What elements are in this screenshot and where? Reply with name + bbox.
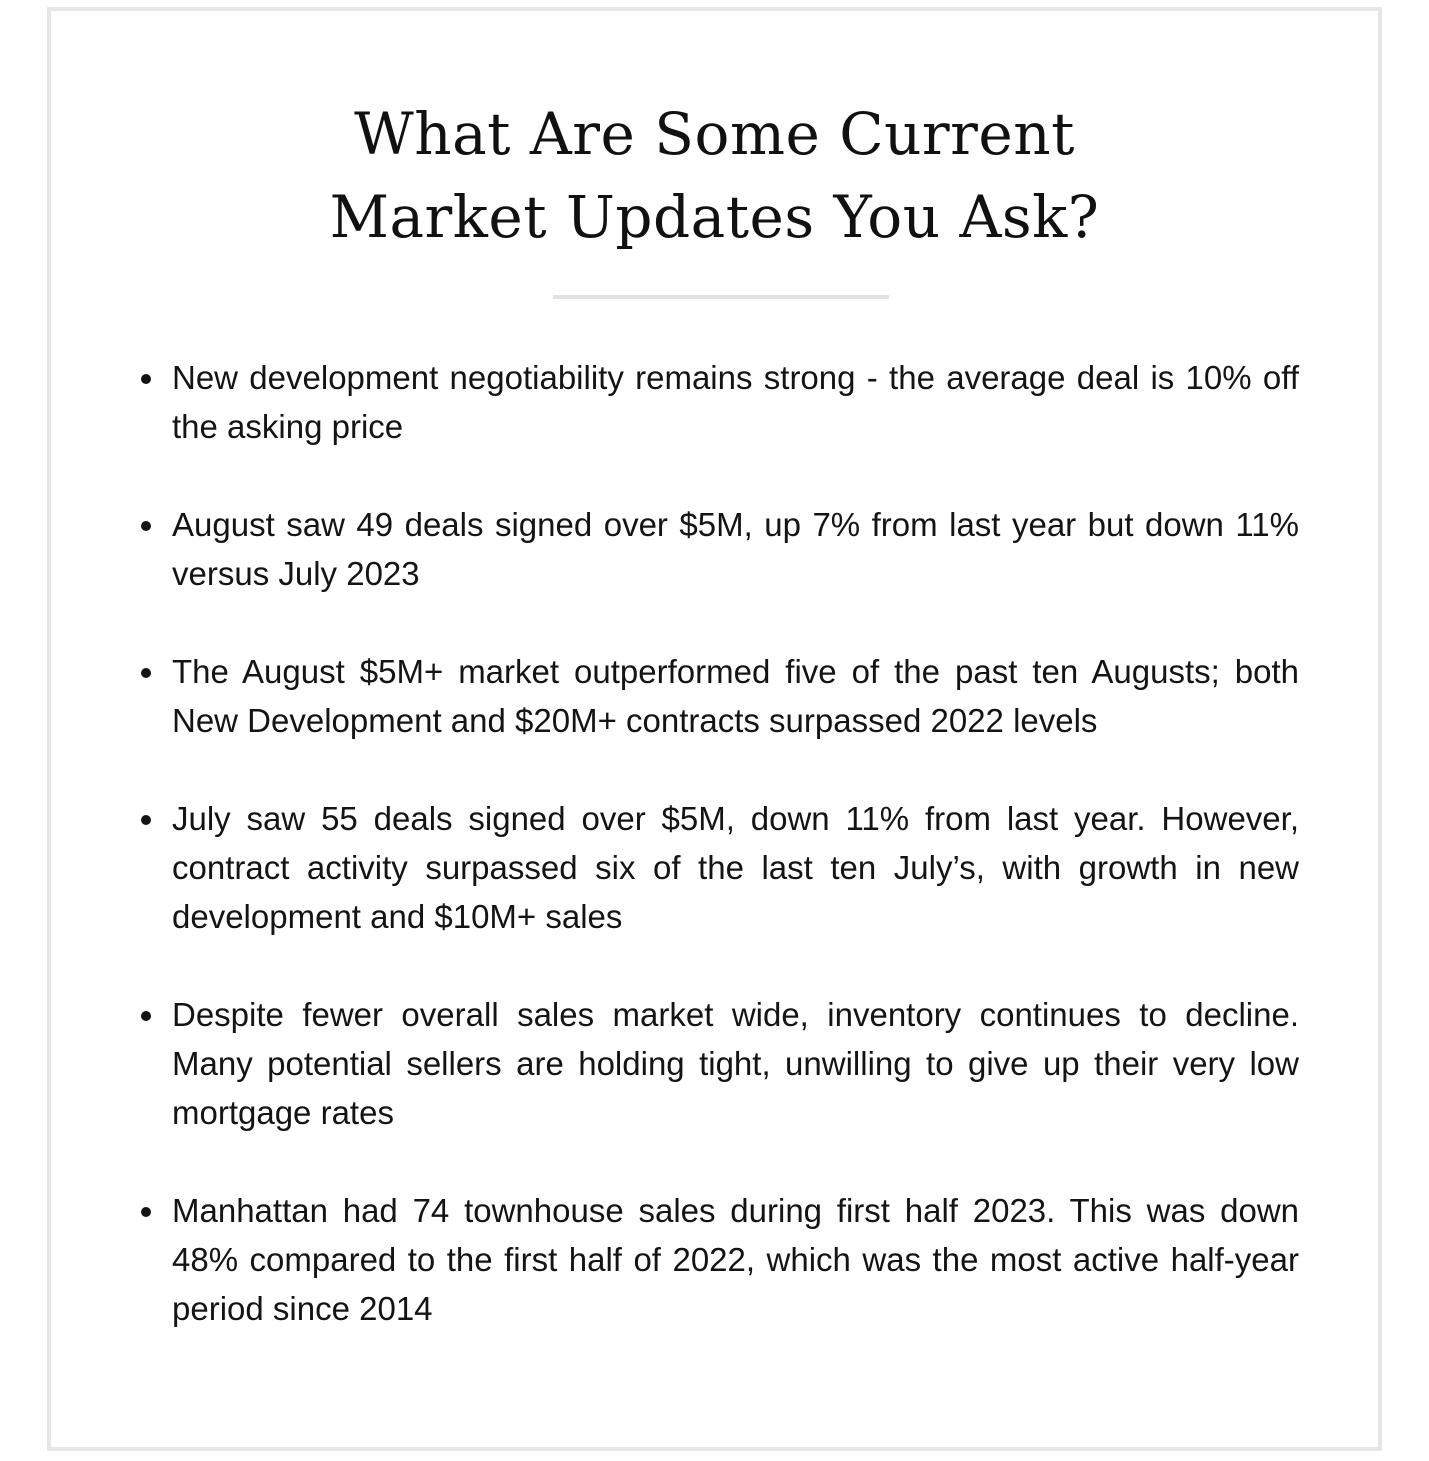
list-item-text: The August $5M+ market outperformed five of the past ten Augusts; both New Development and $20M+ contracts surpassed 2022 levels [172,653,1299,739]
title-line-1: What Are Some Current [354,100,1075,168]
bullet-icon [141,521,151,531]
list-item-text: Manhattan had 74 townhouse sales during first half 2023. This was down 48% compared to the first half of 2022, which was the most active half-year period since 2014 [172,1192,1299,1327]
page-title [51,93,1378,259]
list-item-text: August saw 49 deals signed over $5M, up 7% from last year but down 11% versus July 2023 [172,506,1299,592]
list-item [172,500,1299,598]
list-item [172,647,1299,745]
bullet-icon [141,1011,151,1021]
list-item [172,794,1299,941]
content-card [47,7,1382,1451]
bullet-icon [141,668,151,678]
list-item [172,353,1299,451]
market-updates-list [172,353,1299,1382]
bullet-icon [141,374,151,384]
list-item [172,1186,1299,1333]
title-line-2: Market Updates You Ask? [329,183,1100,251]
list-item-text: July saw 55 deals signed over $5M, down 11% from last year. However, contract activity surpassed six of the last ten July’s, with growth in new development and $10M+ sales [172,800,1299,935]
list-item-text: New development negotiability remains strong - the average deal is 10% off the asking price [172,359,1299,445]
bullet-icon [141,1207,151,1217]
list-item [172,990,1299,1137]
list-item-text: Despite fewer overall sales market wide, inventory continues to decline. Many potential sellers are holding tight, unwilling to give up their very low mortgage rates [172,996,1299,1131]
bullet-icon [141,815,151,825]
title-divider [553,295,889,299]
